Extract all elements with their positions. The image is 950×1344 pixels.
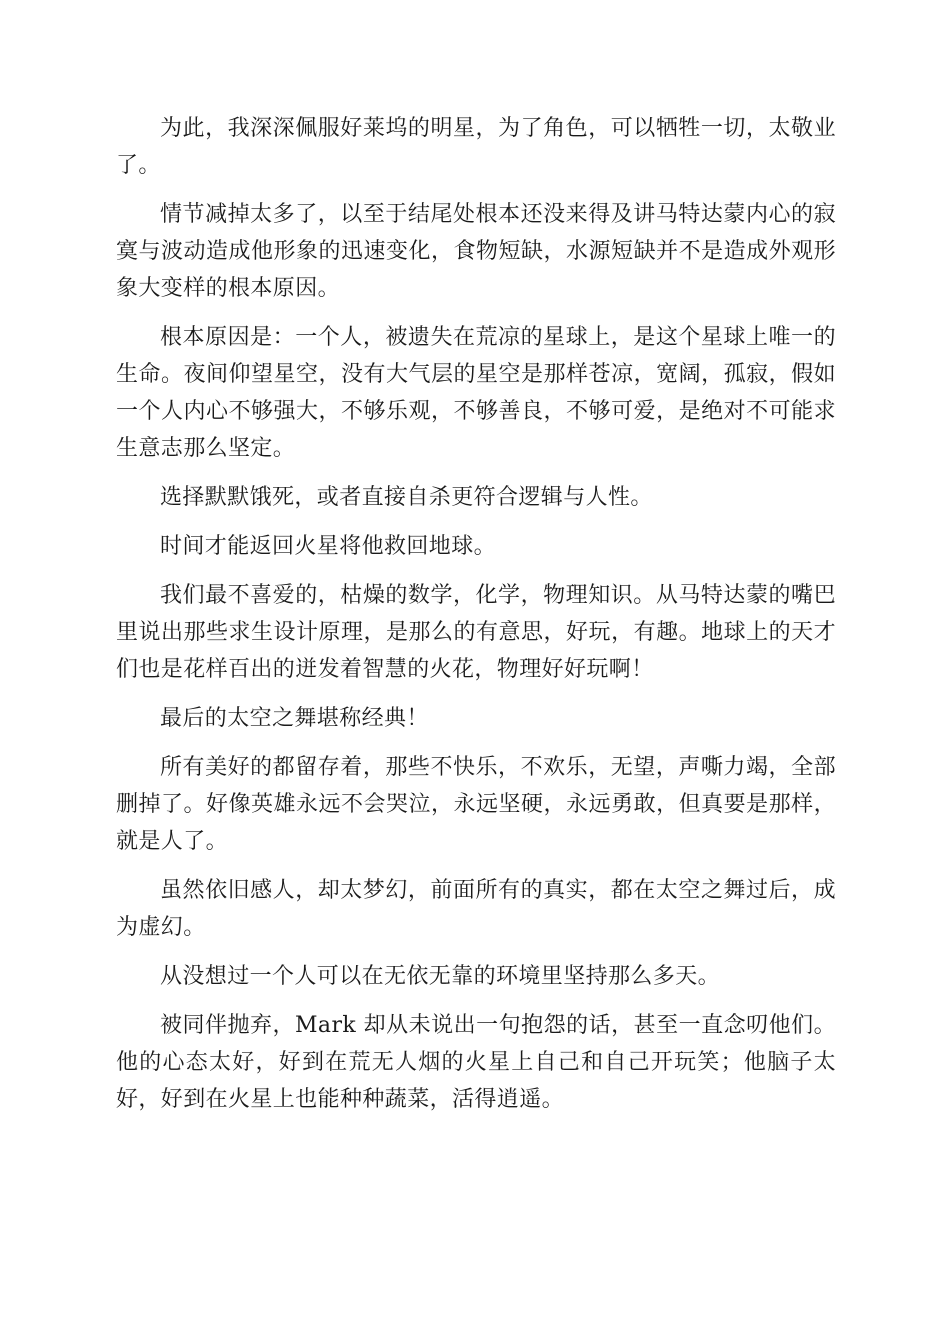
paragraph: 时间才能返回火星将他救回地球。 bbox=[160, 534, 497, 559]
paragraph: 被同伴抛弃，Mark 却从未说出一句抱怨的话，甚至一直念叨他们。他的心态太好，好到在荒无人烟的火星上自己和自己开玩笑；他脑子太好，好到在火星上也能种种蔬菜，活得逍遥。 bbox=[116, 1013, 836, 1112]
paragraph: 我们最不喜爱的，枯燥的数学，化学，物理知识。从马特达蒙的嘴巴里说出那些求生设计原理，是那么的有意思，好玩，有趣。地球上的天才们也是花样百出的迸发着智慧的火花，物理好好玩啊！ bbox=[116, 583, 836, 682]
paragraph: 根本原因是：一个人，被遗失在荒凉的星球上，是这个星球上唯一的生命。夜间仰望星空，没有大气层的星空是那样苍凉，宽阔，孤寂，假如一个人内心不够强大，不够乐观，不够善良，不够可爱，是绝对不可能求生意志那么坚定。 bbox=[116, 325, 836, 461]
paragraph: 虽然依旧感人，却太梦幻，前面所有的真实，都在太空之舞过后，成为虚幻。 bbox=[116, 878, 836, 940]
paragraph: 情节减掉太多了，以至于结尾处根本还没来得及讲马特达蒙内心的寂寞与波动造成他形象的迅速变化，食物短缺，水源短缺并不是造成外观形象大变样的根本原因。 bbox=[116, 202, 836, 301]
paragraph: 从没想过一个人可以在无依无靠的环境里坚持那么多天。 bbox=[160, 964, 721, 989]
paragraph: 所有美好的都留存着，那些不快乐，不欢乐，无望，声嘶力竭，全部删掉了。好像英雄永远不会哭泣，永远坚硬，永远勇敢，但真要是那样，就是人了。 bbox=[116, 755, 836, 854]
paragraph: 为此，我深深佩服好莱坞的明星，为了角色，可以牺牲一切，太敬业了。 bbox=[116, 116, 836, 178]
document-body bbox=[116, 110, 836, 1130]
paragraph: 选择默默饿死，或者直接自杀更符合逻辑与人性。 bbox=[160, 485, 653, 510]
paragraph: 最后的太空之舞堪称经典！ bbox=[160, 706, 429, 731]
